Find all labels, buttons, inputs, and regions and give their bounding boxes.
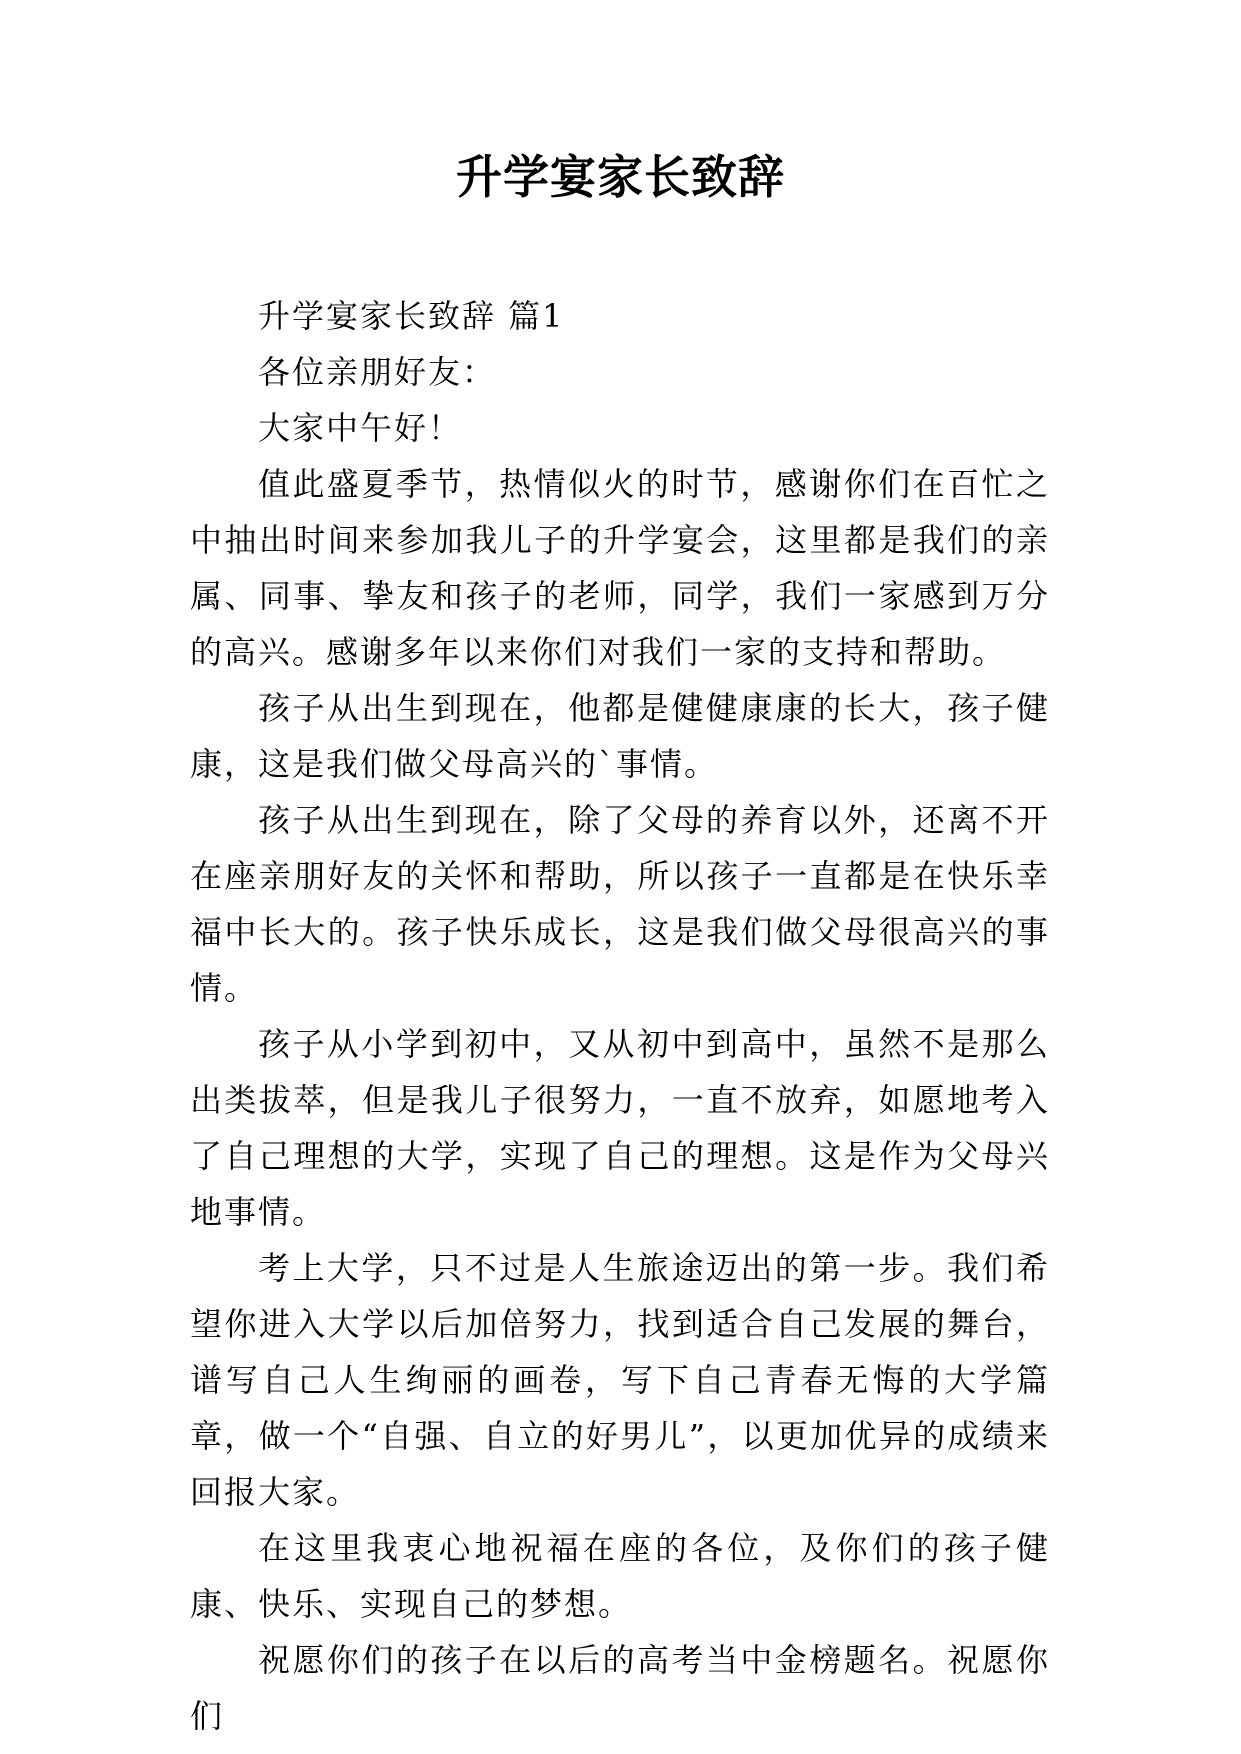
paragraph: 值此盛夏季节，热情似火的时节，感谢你们在百忙之中抽出时间来参加我儿子的升学宴会，这里都是我们的亲属、同事、挚友和孩子的老师，同学，我们一家感到万分的高兴。感谢多年以来你们对我们一家的支持和帮助。 [190,465,1050,671]
paragraph: 孩子从出生到现在，他都是健健康康的长大，孩子健康，这是我们做父母高兴的`事情。 [190,689,1050,783]
paragraph: 在这里我衷心地祝福在座的各位，及你们的孩子健康、快乐、实现自己的梦想。 [190,1529,1050,1623]
paragraph: 祝愿你们的孩子在以后的高考当中金榜题名。祝愿你们 [190,1641,1050,1735]
paragraph: 孩子从出生到现在，除了父母的养育以外，还离不开在座亲朋好友的关怀和帮助，所以孩子一直都是在快乐幸福中长大的。孩子快乐成长，这是我们做父母很高兴的事情。 [190,801,1050,1007]
paragraph: 孩子从小学到初中，又从初中到高中，虽然不是那么出类拔萃，但是我儿子很努力，一直不放弃，如愿地考入了自己理想的大学，实现了自己的理想。这是作为父母兴地事情。 [190,1025,1050,1231]
paragraph-heading: 升学宴家长致辞 篇1 [258,297,565,335]
paragraph: 考上大学，只不过是人生旅途迈出的第一步。我们希望你进入大学以后加倍努力，找到适合自己发展的舞台，谱写自己人生绚丽的画卷，写下自己青春无悔的大学篇章，做一个“自强、自立的好男儿”，以更加优异的成绩来回报大家。 [190,1249,1050,1511]
document-body [190,288,1050,1744]
paragraph-greeting: 大家中午好！ [258,409,463,447]
paragraph-salutation: 各位亲朋好友： [258,353,497,391]
document-title: 升学宴家长致辞 [456,150,785,204]
